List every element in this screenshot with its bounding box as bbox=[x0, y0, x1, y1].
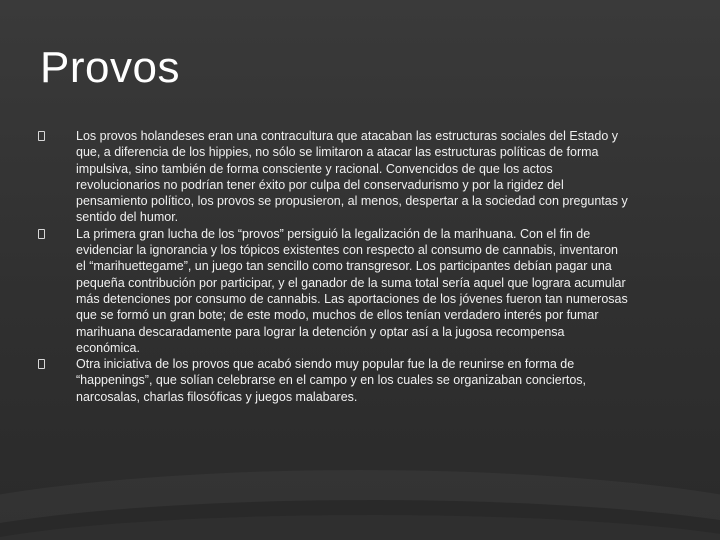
bullet-marker-icon bbox=[38, 131, 45, 141]
bullet-marker-icon bbox=[38, 359, 45, 369]
bullet-item bbox=[38, 128, 628, 226]
bullet-list bbox=[38, 128, 628, 405]
bullet-item bbox=[38, 356, 628, 405]
bullet-text: Otra iniciativa de los provos que acabó siendo muy popular fue la de reunirse en forma de “happenings”, que solían celebrarse en el campo y en los cuales se organizaban conciertos, narcosalas, charlas filosóficas y juegos malabares. bbox=[76, 357, 587, 404]
bullet-text: Los provos holandeses eran una contracultura que atacaban las estructuras sociales del Estado y que, a diferencia de los hippies, no sólo se limitaron a atacar las estructuras políticas de forma impulsiva, sino también de forma consciente y racional. Convencidos de que los actos revolucionarios no podrían tener éxito por culpa del conservadurismo y por la rigidez del pensamiento político, los provos se propusieron, al menos, despertar a la sociedad con preguntas y sentido del humor. bbox=[76, 129, 628, 225]
bullet-text: La primera gran lucha de los “provos” persiguió la legalización de la marihuana. Con el fin de evidenciar la ignorancia y los tópicos existentes con respecto al consumo de cannabis, inventaron el “marihuettegame”, un juego tan sencillo como transgresor. Los participantes debían pagar una pequeña contribución por participar, y el ganador de la suma total sería aquel que lograra acumular más detenciones por consumo de cannabis. Las aportaciones de los jóvenes fueron tan numerosas que se formó un gran bote; de este modo, muchos de ellos tenían verdadero interés por fumar marihuana descaradamente para lograr la detención y optar así a la jugosa recompensa económica. bbox=[76, 226, 628, 355]
bullet-item bbox=[38, 226, 628, 356]
bullet-marker-icon bbox=[38, 229, 45, 239]
slide-title: Provos bbox=[40, 43, 180, 92]
